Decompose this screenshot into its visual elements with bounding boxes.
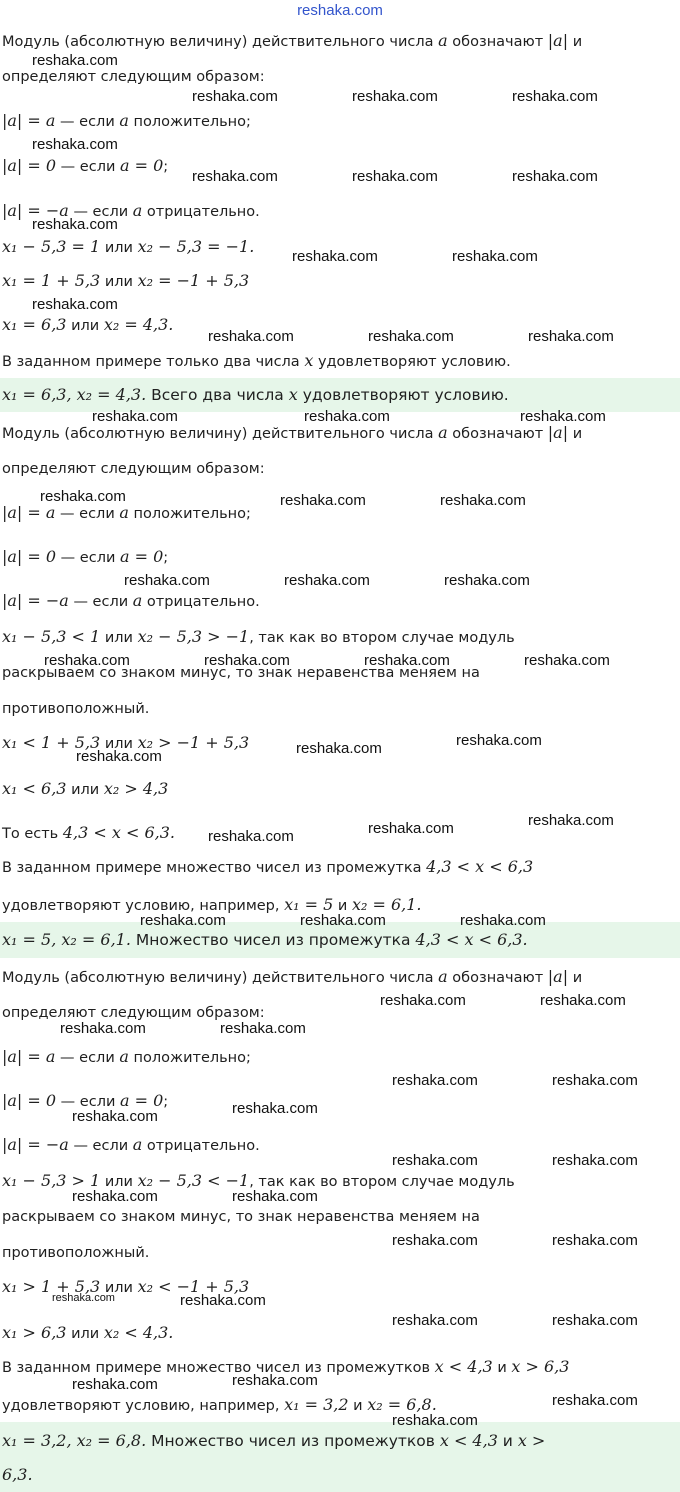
watermark: reshaka.com [292, 248, 378, 265]
watermark: reshaka.com [512, 88, 598, 105]
watermark: reshaka.com [44, 652, 130, 669]
case-zero: |a| = 0 — если a = 0; [2, 547, 169, 566]
inequality-step-1: x₁ − 5,3 > 1 или x₂ − 5,3 < −1, так как во втором случае модуль [2, 1171, 515, 1190]
answer-block-1 [0, 378, 680, 412]
watermark: reshaka.com [540, 992, 626, 1009]
watermark: reshaka.com [392, 1152, 478, 1169]
watermark: reshaka.com [208, 328, 294, 345]
watermark: reshaka.com [512, 168, 598, 185]
case-negative: |a| = −a — если a отрицательно. [2, 591, 260, 610]
watermark: reshaka.com [32, 296, 118, 313]
case-zero: |a| = 0 — если a = 0; [2, 1091, 169, 1110]
watermark: reshaka.com [52, 1292, 115, 1304]
answer-text: x₁ = 3,2, x₂ = 6,8. Множество чисел из промежутков x < 4,3 и x > [2, 1431, 546, 1450]
watermark: reshaka.com [304, 408, 390, 425]
watermark: reshaka.com [392, 1412, 478, 1429]
watermark: reshaka.com [460, 912, 546, 929]
definition-line-2: определяют следующим образом: [2, 461, 265, 477]
example-line: удовлетворяют условию, например, x₁ = 3,2 и x₂ = 6,8. [2, 1395, 437, 1414]
definition-line: Модуль (абсолютную величину) действительного числа a обозначают |a| и [2, 423, 583, 442]
watermark: reshaka.com [528, 812, 614, 829]
watermark: reshaka.com [440, 492, 526, 509]
watermark: reshaka.com [520, 408, 606, 425]
watermark: reshaka.com [452, 248, 538, 265]
conclusion-line: В заданном примере множество чисел из промежутков x < 4,3 и x > 6,3 [2, 1357, 570, 1376]
explanation-line-2: противоположный. [2, 1245, 150, 1261]
case-negative: |a| = −a — если a отрицательно. [2, 201, 260, 220]
answer-text: x₁ = 5, x₂ = 6,1. Множество чисел из промежутка 4,3 < x < 6,3. [2, 930, 528, 949]
watermark: reshaka.com [40, 488, 126, 505]
watermark: reshaka.com [552, 1392, 638, 1409]
answer-block-3 [0, 1422, 680, 1492]
watermark: reshaka.com [232, 1372, 318, 1389]
equation-step-3: x₁ = 6,3 или x₂ = 4,3. [2, 315, 174, 334]
watermark: reshaka.com [300, 912, 386, 929]
watermark: reshaka.com [232, 1188, 318, 1205]
watermark: reshaka.com [392, 1312, 478, 1329]
watermark: reshaka.com [60, 1020, 146, 1037]
watermark: reshaka.com [124, 572, 210, 589]
case-positive: |a| = a — если a положительно; [2, 503, 251, 522]
explanation-line: раскрываем со знаком минус, то знак неравенства меняем на [2, 1209, 480, 1225]
watermark: reshaka.com [208, 828, 294, 845]
conclusion-line: В заданном примере множество чисел из промежутка 4,3 < x < 6,3 [2, 857, 534, 876]
watermark: reshaka.com [552, 1312, 638, 1329]
definition-line: Модуль (абсолютную величину) действительного числа a обозначают |a| и [2, 967, 583, 986]
definition-line: Модуль (абсолютную величину) действительного числа a обозначают |a| и [2, 31, 583, 50]
case-positive: |a| = a — если a положительно; [2, 111, 251, 130]
watermark: reshaka.com [380, 992, 466, 1009]
watermark: reshaka.com [192, 88, 278, 105]
watermark: reshaka.com [32, 52, 118, 69]
watermark: reshaka.com [528, 328, 614, 345]
watermark: reshaka.com [140, 912, 226, 929]
top-watermark[interactable]: reshaka.com [297, 2, 383, 19]
watermark: reshaka.com [368, 328, 454, 345]
case-zero: |a| = 0 — если a = 0; [2, 156, 169, 175]
answer-text-continued: 6,3. [2, 1465, 33, 1484]
inequality-step-3: x₁ > 6,3 или x₂ < 4,3. [2, 1323, 174, 1342]
case-positive: |a| = a — если a положительно; [2, 1047, 251, 1066]
watermark: reshaka.com [284, 572, 370, 589]
watermark: reshaka.com [352, 168, 438, 185]
example-line: удовлетворяют условию, например, x₁ = 5 и x₂ = 6,1. [2, 895, 422, 914]
equation-step-1: x₁ − 5,3 = 1 или x₂ − 5,3 = −1. [2, 237, 255, 256]
explanation-line-2: противоположный. [2, 701, 150, 717]
watermark: reshaka.com [72, 1376, 158, 1393]
watermark: reshaka.com [220, 1020, 306, 1037]
conclusion-line: В заданном примере только два числа x удовлетворяют условию. [2, 351, 511, 370]
watermark: reshaka.com [368, 820, 454, 837]
watermark: reshaka.com [280, 492, 366, 509]
answer-block-2 [0, 922, 680, 958]
watermark: reshaka.com [552, 1152, 638, 1169]
watermark: reshaka.com [524, 652, 610, 669]
inequality-step-2: x₁ > 1 + 5,3 или x₂ < −1 + 5,3 [2, 1277, 250, 1296]
watermark: reshaka.com [32, 216, 118, 233]
inequality-step-1: x₁ − 5,3 < 1 или x₂ − 5,3 > −1, так как во втором случае модуль [2, 627, 515, 646]
definition-line-2: определяют следующим образом: [2, 69, 265, 85]
watermark: reshaka.com [204, 652, 290, 669]
watermark: reshaka.com [232, 1100, 318, 1117]
watermark: reshaka.com [444, 572, 530, 589]
watermark: reshaka.com [352, 88, 438, 105]
watermark: reshaka.com [32, 136, 118, 153]
equation-step-2: x₁ = 1 + 5,3 или x₂ = −1 + 5,3 [2, 271, 250, 290]
watermark: reshaka.com [552, 1072, 638, 1089]
interval-line: То есть 4,3 < x < 6,3. [2, 823, 175, 842]
inequality-step-3: x₁ < 6,3 или x₂ > 4,3 [2, 779, 169, 798]
definition-line-2: определяют следующим образом: [2, 1005, 265, 1021]
watermark: reshaka.com [364, 652, 450, 669]
case-negative: |a| = −a — если a отрицательно. [2, 1135, 260, 1154]
watermark: reshaka.com [92, 408, 178, 425]
watermark: reshaka.com [76, 748, 162, 765]
watermark: reshaka.com [392, 1072, 478, 1089]
watermark: reshaka.com [192, 168, 278, 185]
watermark: reshaka.com [552, 1232, 638, 1249]
explanation-line: раскрываем со знаком минус, то знак неравенства меняем на [2, 665, 480, 681]
watermark: reshaka.com [296, 740, 382, 757]
inequality-step-2: x₁ < 1 + 5,3 или x₂ > −1 + 5,3 [2, 733, 250, 752]
answer-text: x₁ = 6,3, x₂ = 4,3. Всего два числа x удовлетворяют условию. [2, 385, 509, 404]
watermark: reshaka.com [456, 732, 542, 749]
watermark: reshaka.com [72, 1188, 158, 1205]
watermark: reshaka.com [72, 1108, 158, 1125]
watermark: reshaka.com [392, 1232, 478, 1249]
watermark: reshaka.com [180, 1292, 266, 1309]
